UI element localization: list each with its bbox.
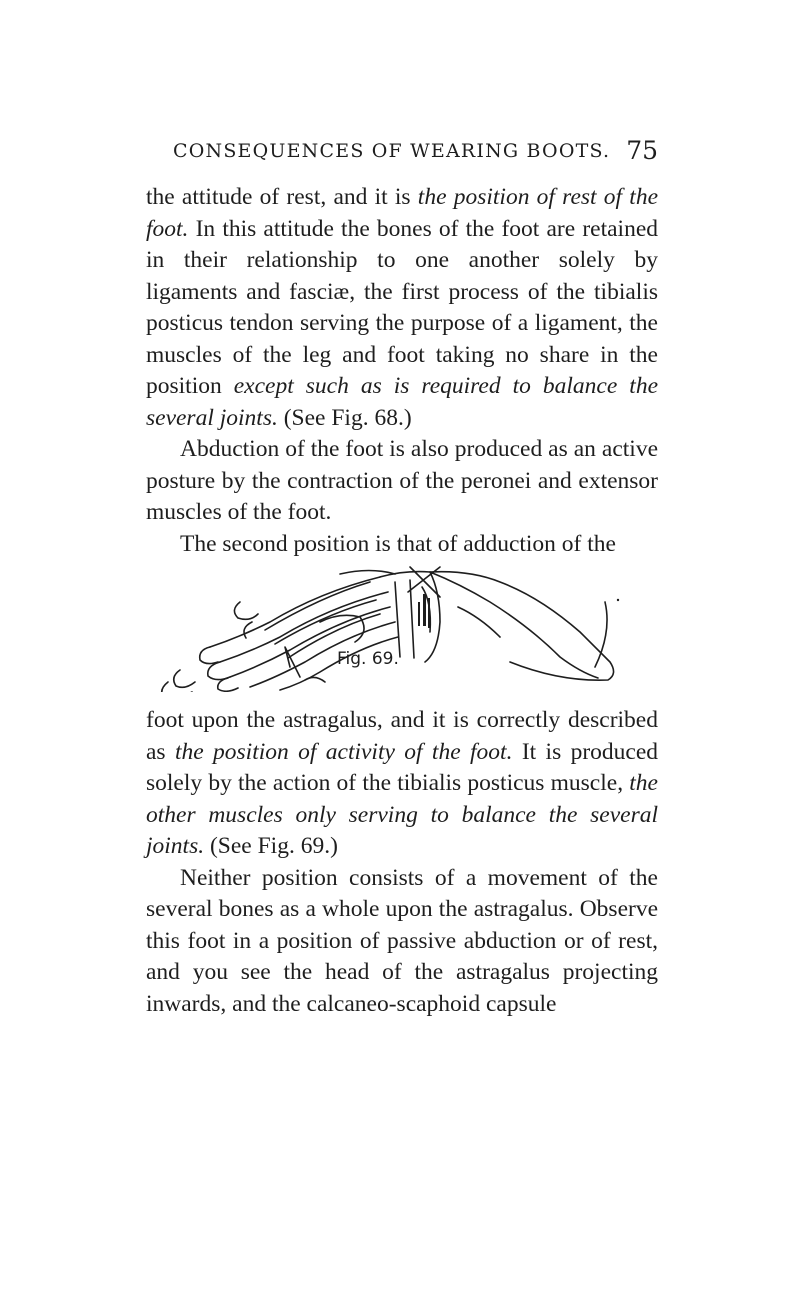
italic-text: the position of rest of the foot. bbox=[146, 184, 658, 242]
body-text: The second position is that of adduction of the bbox=[180, 530, 616, 557]
paragraph bbox=[146, 529, 658, 561]
italic-text: the other muscles only serving to balance the several joints. bbox=[146, 770, 658, 859]
text-block-bottom bbox=[146, 705, 658, 1020]
body-text: It is produced solely by the action of the tibialis posticus muscle, bbox=[146, 738, 659, 796]
figure-69 bbox=[140, 562, 640, 692]
body-text: Neither position consists of a movement of the several bones as a whole upon the astragalus. Observe this foot in a position of passive abduction or of rest, and you see the head of the astragalus projecting inwards, and the calcaneo-scaphoid capsule bbox=[146, 864, 658, 1017]
paragraph bbox=[146, 434, 658, 529]
text-block-top bbox=[146, 182, 658, 560]
italic-text: except such as is required to balance the several joints. bbox=[146, 373, 659, 431]
italic-text: the position of activity of the foot. bbox=[174, 738, 513, 765]
running-head: CONSEQUENCES OF WEARING BOOTS. bbox=[173, 140, 611, 162]
body-text: (See Fig. 69.) bbox=[204, 833, 338, 859]
page-number: 75 bbox=[626, 136, 658, 165]
paragraph bbox=[146, 182, 658, 434]
foot-skeleton-illustration bbox=[140, 562, 640, 692]
page-header bbox=[0, 136, 800, 180]
figure-caption: Fig. 69. bbox=[337, 649, 399, 669]
body-text: (See Fig. 68.) bbox=[277, 404, 412, 431]
body-text: the attitude of rest, and it is bbox=[146, 184, 418, 210]
paragraph bbox=[146, 705, 658, 863]
body-text: In this attitude the bones of the foot are retained in their relationship to one another solely by ligaments and fasciæ, the first process of the tibialis posticus tendon serving the purpose of a ligament, the muscles of the leg and foot taking no share in the position bbox=[146, 215, 658, 399]
body-text: foot upon the astragalus, and it is correctly described as bbox=[146, 707, 658, 765]
body-text: Abduction of the foot is also produced as an active posture by the contraction of the peronei and extensor muscles of the foot. bbox=[146, 436, 658, 525]
paragraph bbox=[146, 863, 658, 1021]
